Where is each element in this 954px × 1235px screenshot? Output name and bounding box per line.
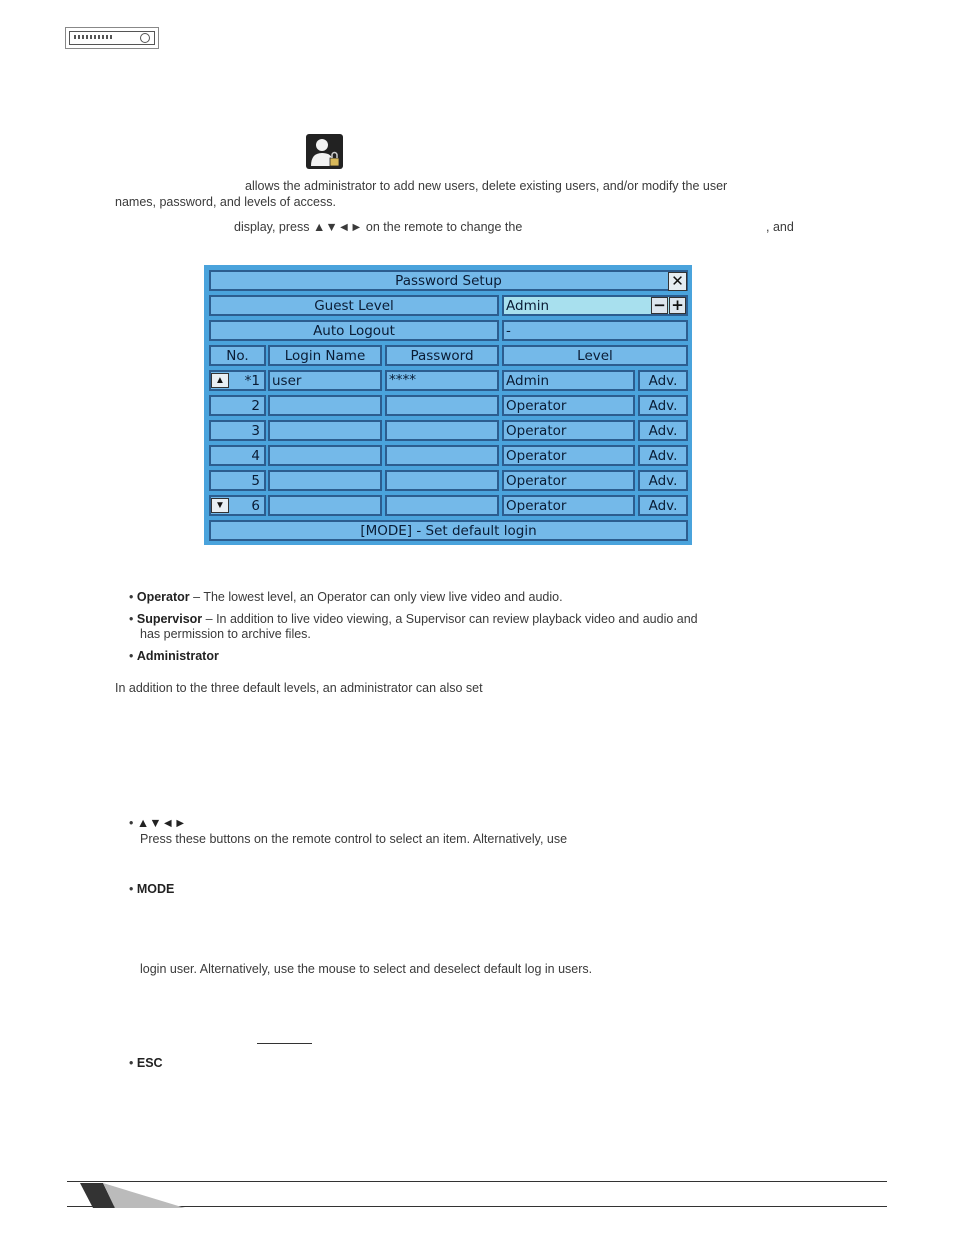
bullet-glyph: • — [129, 590, 134, 604]
guest-level-select[interactable]: Admin — [502, 295, 688, 316]
login-name-field[interactable] — [268, 395, 382, 416]
password-field[interactable] — [385, 395, 499, 416]
mode-term: MODE — [136, 882, 175, 896]
operator-description: – The lowest level, an Operator can only view live video and audio. — [189, 590, 563, 604]
password-setup-dialog — [204, 265, 692, 545]
arrow-keys-description: Press these buttons on the remote control to select an item. Alternatively, use — [140, 832, 568, 846]
dvr-jog-dial — [140, 33, 150, 43]
close-icon[interactable]: ✕ — [668, 272, 687, 291]
level-select[interactable]: Operator — [502, 420, 635, 441]
bullet-glyph: • — [129, 1056, 134, 1070]
password-field[interactable] — [385, 420, 499, 441]
user-row-number: 2 — [209, 395, 266, 416]
dvr-product-logo — [65, 27, 159, 49]
level-select[interactable]: Admin — [502, 370, 635, 391]
mode-description: login user. Alternatively, use the mouse to select and deselect default log in users. — [140, 962, 593, 976]
password-field[interactable] — [385, 495, 499, 516]
footer-rule-bottom — [67, 1206, 887, 1207]
auto-logout-field[interactable]: - — [502, 320, 688, 341]
level-select[interactable]: Operator — [502, 395, 635, 416]
column-header-password: Password — [385, 345, 499, 366]
operator-bullet — [129, 590, 563, 605]
password-field[interactable]: **** — [385, 370, 499, 391]
login-name-field[interactable] — [268, 445, 382, 466]
supervisor-bullet — [129, 612, 698, 627]
user-row-number: *1 — [209, 370, 266, 391]
dvr-unit-outline — [69, 31, 155, 45]
intro-line-2: names, password, and levels of access. — [115, 195, 336, 209]
footer-brand-wedge — [75, 1183, 185, 1209]
dvr-front-panel-buttons — [74, 35, 114, 39]
intro-line-1: allows the administrator to add new users, delete existing users, and/or modify the user — [245, 179, 728, 193]
column-header-login-name: Login Name — [268, 345, 382, 366]
login-name-field[interactable] — [268, 495, 382, 516]
advanced-button[interactable]: Adv. — [638, 470, 688, 491]
password-field[interactable] — [385, 445, 499, 466]
scroll-up-icon[interactable]: ▲ — [211, 373, 229, 388]
set-default-login-hint[interactable]: [MODE] - Set default login — [209, 520, 688, 541]
supervisor-term: Supervisor — [136, 612, 203, 626]
password-field[interactable] — [385, 470, 499, 491]
level-select[interactable]: Operator — [502, 495, 635, 516]
user-lock-icon — [306, 134, 343, 169]
guest-level-label: Guest Level — [209, 295, 499, 316]
login-name-field[interactable] — [268, 470, 382, 491]
login-name-field[interactable]: user — [268, 370, 382, 391]
intro-line-3a: display, press ▲▼◄► on the remote to change the — [234, 220, 523, 234]
user-row-number: 6 — [209, 495, 266, 516]
bullet-glyph: • — [129, 649, 134, 663]
supervisor-description: – In addition to live video viewing, a Supervisor can review playback video and audio and — [202, 612, 698, 626]
advanced-button[interactable]: Adv. — [638, 420, 688, 441]
column-header-level: Level — [502, 345, 688, 366]
operator-term: Operator — [136, 590, 190, 604]
level-select[interactable]: Operator — [502, 470, 635, 491]
user-row-number: 5 — [209, 470, 266, 491]
column-header-no: No. — [209, 345, 266, 366]
advanced-button[interactable]: Adv. — [638, 395, 688, 416]
arrow-keys-bullet — [129, 816, 186, 831]
arrow-keys-term: ▲▼◄► — [136, 816, 187, 830]
intro-line-3b: , and — [766, 220, 794, 234]
bullet-glyph: • — [129, 612, 134, 626]
minus-button[interactable]: − — [651, 297, 668, 314]
supervisor-description-line-2: has permission to archive files. — [140, 627, 311, 641]
underline-divider — [257, 1043, 312, 1044]
advanced-button[interactable]: Adv. — [638, 495, 688, 516]
user-row-number: 3 — [209, 420, 266, 441]
bullet-glyph: • — [129, 816, 134, 830]
additional-levels-text: In addition to the three default levels, an administrator can also set — [115, 681, 483, 695]
footer-rule-top — [67, 1181, 887, 1182]
plus-button[interactable]: + — [669, 297, 686, 314]
auto-logout-label: Auto Logout — [209, 320, 499, 341]
advanced-button[interactable]: Adv. — [638, 445, 688, 466]
administrator-term: Administrator — [136, 649, 219, 663]
login-name-field[interactable] — [268, 420, 382, 441]
level-select[interactable]: Operator — [502, 445, 635, 466]
esc-term: ESC — [136, 1056, 163, 1070]
dialog-title: Password Setup — [209, 270, 688, 291]
user-row-number: 4 — [209, 445, 266, 466]
advanced-button[interactable]: Adv. — [638, 370, 688, 391]
scroll-down-icon[interactable]: ▼ — [211, 498, 229, 513]
bullet-glyph: • — [129, 882, 134, 896]
esc-bullet — [129, 1056, 163, 1071]
mode-bullet — [129, 882, 174, 897]
administrator-bullet — [129, 649, 219, 664]
